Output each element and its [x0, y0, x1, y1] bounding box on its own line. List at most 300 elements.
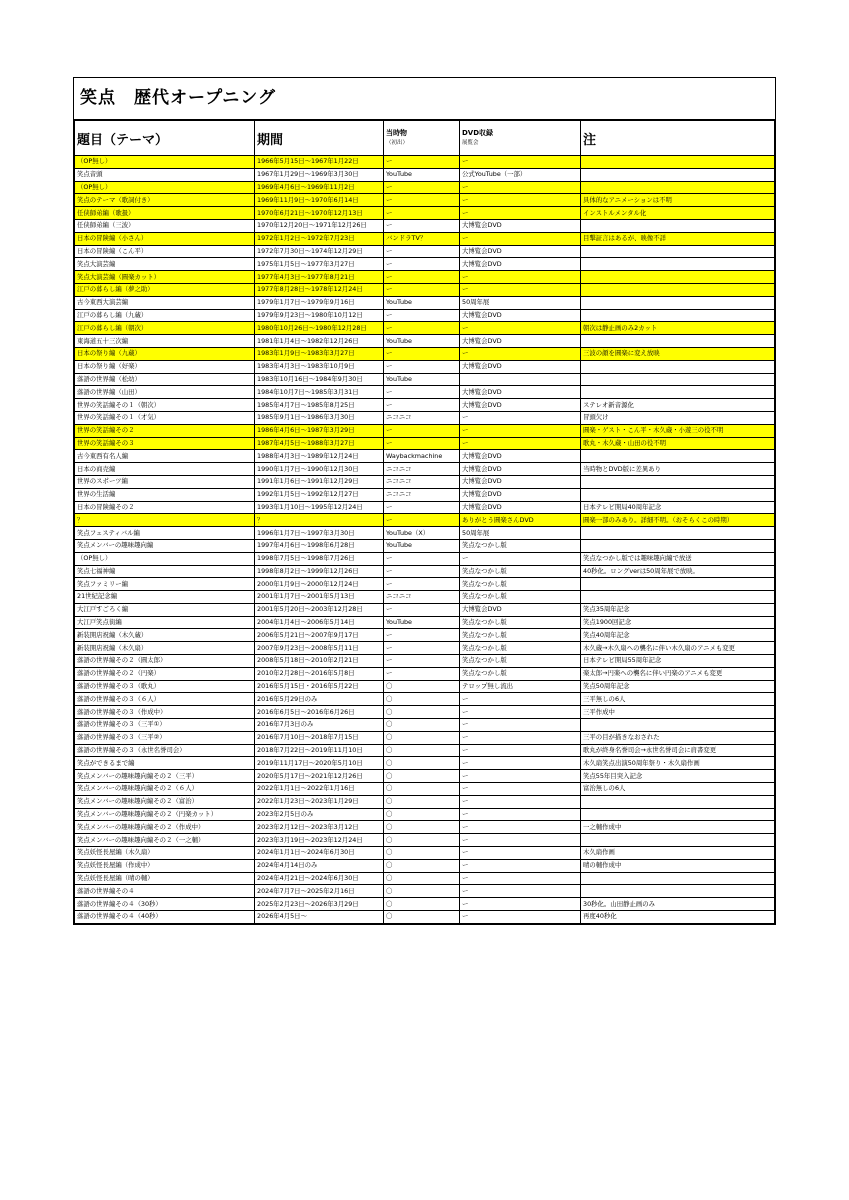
cell-dvd: ー: [460, 271, 581, 284]
table-row: [75, 808, 775, 821]
table-row: [75, 616, 775, 629]
cell-broadcast: Waybackmachine: [384, 450, 460, 463]
cell-dvd: ー: [460, 207, 581, 220]
cell-theme: 古今東西大演芸編: [75, 296, 255, 309]
cell-theme: 日本の商売編: [75, 463, 255, 476]
cell-broadcast: ー: [384, 194, 460, 207]
cell-broadcast: ニコニコ: [384, 463, 460, 476]
cell-broadcast: 〇: [384, 706, 460, 719]
cell-theme: 新装開店祝編（木久蔵）: [75, 629, 255, 642]
table-row: [75, 168, 775, 181]
cell-period: 1998年8月2日～1999年12月26日: [255, 565, 384, 578]
cell-period: 2001年1月7日～2001年5月13日: [255, 591, 384, 604]
cell-dvd: 50周年展: [460, 296, 581, 309]
cell-theme: 笑点メンバーの趣味趣向編その２（６人）: [75, 783, 255, 796]
cell-note: 一之輔作成中: [581, 821, 775, 834]
table-row: [75, 859, 775, 872]
table-row: [75, 322, 775, 335]
cell-note: 歌丸が終身名誉司会→永世名誉司会に肩書変更: [581, 744, 775, 757]
cell-theme: 任侠師弟編（歌扱）: [75, 207, 255, 220]
page-title: 笑点 歴代オープニング: [74, 78, 775, 120]
cell-theme: （OP無し）: [75, 156, 255, 169]
table-row: [75, 271, 775, 284]
table-row: [75, 565, 775, 578]
cell-dvd: ー: [460, 181, 581, 194]
cell-period: 2024年4月21日～2024年6月30日: [255, 872, 384, 885]
table-row: [75, 757, 775, 770]
cell-dvd: ー: [460, 808, 581, 821]
cell-theme: 日本の祭り編（好楽）: [75, 360, 255, 373]
cell-note: [581, 527, 775, 540]
cell-theme: 世界の笑話編その２: [75, 424, 255, 437]
cell-period: 2016年5月15日・2016年5月22日: [255, 680, 384, 693]
table-row: [75, 847, 775, 860]
cell-note: 笑点35周年記念: [581, 603, 775, 616]
cell-theme: 笑点妖怪長屋編（木久扇）: [75, 847, 255, 860]
table-row: [75, 501, 775, 514]
table-row: [75, 834, 775, 847]
cell-broadcast: ー: [384, 207, 460, 220]
cell-period: 2000年1月9日～2000年12月24日: [255, 578, 384, 591]
cell-note: 圓楽一部のみあり。詳細不明。（おそらくこの時期）: [581, 514, 775, 527]
cell-note: [581, 271, 775, 284]
cell-theme: 笑点ファミリー編: [75, 578, 255, 591]
table-row: [75, 219, 775, 232]
cell-note: 具体的なアニメーションは不明: [581, 194, 775, 207]
header-theme: 題目（テーマ）: [75, 121, 255, 156]
header-dvd-label: DVD収録: [462, 129, 494, 137]
cell-broadcast: ー: [384, 245, 460, 258]
cell-period: 2016年5月29日のみ: [255, 693, 384, 706]
cell-note: [581, 360, 775, 373]
table-row: [75, 885, 775, 898]
cell-period: ？: [255, 514, 384, 527]
table-row: [75, 386, 775, 399]
cell-broadcast: 〇: [384, 757, 460, 770]
cell-broadcast: ー: [384, 156, 460, 169]
cell-dvd: ー: [460, 719, 581, 732]
table-row: [75, 373, 775, 386]
cell-theme: ？: [75, 514, 255, 527]
table-row: [75, 488, 775, 501]
cell-period: 2024年4月14日のみ: [255, 859, 384, 872]
cell-note: [581, 386, 775, 399]
cell-theme: 笑点メンバーの趣味趣向編その２（三平）: [75, 770, 255, 783]
cell-dvd: ー: [460, 821, 581, 834]
cell-dvd: 大博覧会DVD: [460, 399, 581, 412]
cell-note: [581, 475, 775, 488]
cell-theme: 大江戸すごろく編: [75, 603, 255, 616]
table-row: [75, 411, 775, 424]
cell-period: 2023年3月19日～2023年12月24日: [255, 834, 384, 847]
cell-note: [581, 450, 775, 463]
cell-theme: 落語の世界編その４: [75, 885, 255, 898]
cell-dvd: ー: [460, 437, 581, 450]
cell-dvd: 笑点なつかし版: [460, 667, 581, 680]
cell-note: [581, 834, 775, 847]
table-row: [75, 399, 775, 412]
cell-period: 1986年4月6日～1987年3月29日: [255, 424, 384, 437]
table-row: [75, 629, 775, 642]
cell-dvd: 笑点なつかし版: [460, 616, 581, 629]
cell-dvd: 大博覧会DVD: [460, 501, 581, 514]
cell-period: 1983年1月9日～1983年3月27日: [255, 347, 384, 360]
cell-broadcast: 〇: [384, 847, 460, 860]
cell-dvd: 笑点なつかし版: [460, 642, 581, 655]
cell-period: 2018年7月22日～2019年11月10日: [255, 744, 384, 757]
cell-broadcast: YouTube: [384, 616, 460, 629]
table-header-row: [75, 121, 775, 156]
opening-table: [74, 120, 775, 924]
cell-period: 1972年7月30日～1974年12月29日: [255, 245, 384, 258]
table-row: [75, 424, 775, 437]
cell-dvd: ー: [460, 757, 581, 770]
cell-broadcast: ー: [384, 603, 460, 616]
cell-period: 1979年1月7日～1979年9月16日: [255, 296, 384, 309]
cell-theme: 笑点メンバーの趣味趣向編その２（一之輔）: [75, 834, 255, 847]
table-row: [75, 232, 775, 245]
table-row: [75, 795, 775, 808]
table-row: [75, 527, 775, 540]
cell-dvd: 笑点なつかし版: [460, 578, 581, 591]
cell-dvd: 大博覧会DVD: [460, 360, 581, 373]
cell-note: [581, 488, 775, 501]
cell-period: 2020年5月17日～2021年12月26日: [255, 770, 384, 783]
table-row: [75, 450, 775, 463]
table-row: [75, 719, 775, 732]
cell-period: 2022年1月1日～2022年1月16日: [255, 783, 384, 796]
cell-theme: 笑点メンバーの趣味趣向編その２（円楽カット）: [75, 808, 255, 821]
cell-period: 2016年7月10日～2018年7月15日: [255, 731, 384, 744]
table-row: [75, 309, 775, 322]
table-row: [75, 667, 775, 680]
cell-period: 1993年1月10日～1995年12月24日: [255, 501, 384, 514]
cell-broadcast: 〇: [384, 680, 460, 693]
cell-broadcast: ー: [384, 578, 460, 591]
cell-dvd: ー: [460, 283, 581, 296]
cell-note: 朝次は静止画のみ2カット: [581, 322, 775, 335]
cell-broadcast: ー: [384, 360, 460, 373]
cell-note: 40秒化。ロングverは50周年展で放映。: [581, 565, 775, 578]
cell-broadcast: ー: [384, 271, 460, 284]
cell-broadcast: 〇: [384, 859, 460, 872]
cell-dvd: 大博覧会DVD: [460, 309, 581, 322]
cell-broadcast: ー: [384, 283, 460, 296]
cell-note: 晴の輔作成中: [581, 859, 775, 872]
cell-broadcast: 〇: [384, 872, 460, 885]
cell-theme: 21世紀記念編: [75, 591, 255, 604]
cell-dvd: 大博覧会DVD: [460, 450, 581, 463]
cell-period: 1969年4月6日～1969年11月2日: [255, 181, 384, 194]
cell-dvd: ー: [460, 411, 581, 424]
cell-theme: 古今東西有名人編: [75, 450, 255, 463]
cell-dvd: ー: [460, 194, 581, 207]
cell-note: [581, 245, 775, 258]
cell-theme: 世界の生活編: [75, 488, 255, 501]
cell-note: [581, 808, 775, 821]
cell-dvd: ー: [460, 424, 581, 437]
cell-note: 笑点40周年記念: [581, 629, 775, 642]
cell-theme: 笑点妖怪長屋編（作成中）: [75, 859, 255, 872]
cell-period: 1998年7月5日～1998年7月26日: [255, 552, 384, 565]
cell-broadcast: 〇: [384, 719, 460, 732]
cell-theme: 落語の世界編その３（永世名誉司会）: [75, 744, 255, 757]
cell-broadcast: ー: [384, 629, 460, 642]
cell-note: 笑点なつかし版では趣味趣向編で放送: [581, 552, 775, 565]
table-row: [75, 283, 775, 296]
cell-dvd: [460, 373, 581, 386]
cell-theme: 笑点メンバーの趣味趣向編: [75, 539, 255, 552]
cell-broadcast: 〇: [384, 783, 460, 796]
cell-period: 1967年1月29日～1969年3月30日: [255, 168, 384, 181]
cell-period: 1991年1月6日～1991年12月29日: [255, 475, 384, 488]
cell-period: 1980年10月26日～1980年12月28日: [255, 322, 384, 335]
cell-broadcast: ー: [384, 514, 460, 527]
cell-theme: 落語の世界編その３（歌丸）: [75, 680, 255, 693]
cell-broadcast: 〇: [384, 821, 460, 834]
cell-theme: （OP無し）: [75, 181, 255, 194]
cell-period: 1985年4月7日～1985年8月25日: [255, 399, 384, 412]
cell-note: [581, 219, 775, 232]
cell-note: [581, 539, 775, 552]
cell-theme: 世界の笑話編その１（才気）: [75, 411, 255, 424]
cell-broadcast: 〇: [384, 885, 460, 898]
cell-note: 笑点50周年記念: [581, 680, 775, 693]
cell-broadcast: YouTube: [384, 296, 460, 309]
cell-broadcast: ー: [384, 667, 460, 680]
cell-dvd: ありがとう圓楽さんDVD: [460, 514, 581, 527]
header-dvd: [460, 121, 581, 156]
cell-dvd: 笑点なつかし版: [460, 539, 581, 552]
cell-broadcast: YouTube: [384, 373, 460, 386]
header-broadcast-label: 当時物: [386, 129, 407, 137]
cell-dvd: 笑点なつかし版: [460, 655, 581, 668]
cell-broadcast: YouTube: [384, 539, 460, 552]
cell-broadcast: 〇: [384, 911, 460, 924]
cell-note: 木久扇笑点出演50周年祭り・木久扇作画: [581, 757, 775, 770]
cell-note: [581, 283, 775, 296]
cell-note: 日本テレビ開局55周年記念: [581, 655, 775, 668]
cell-theme: 笑点大演芸編（圓楽カット）: [75, 271, 255, 284]
cell-broadcast: ニコニコ: [384, 488, 460, 501]
cell-broadcast: 〇: [384, 731, 460, 744]
table-row: [75, 706, 775, 719]
cell-broadcast: ー: [384, 437, 460, 450]
table-body: [75, 156, 775, 924]
cell-period: 1983年4月3日～1983年10月9日: [255, 360, 384, 373]
table-row: [75, 552, 775, 565]
cell-theme: 落語の世界編（山田）: [75, 386, 255, 399]
cell-dvd: ー: [460, 885, 581, 898]
cell-dvd: 大博覧会DVD: [460, 386, 581, 399]
opening-list-sheet: [73, 77, 776, 925]
cell-period: 2001年5月20日～2003年12月28日: [255, 603, 384, 616]
header-dvd-sub: 展覧会: [462, 140, 479, 146]
cell-note: 笑点1900回記念: [581, 616, 775, 629]
cell-broadcast: 〇: [384, 834, 460, 847]
cell-note: [581, 156, 775, 169]
cell-period: 2023年2月12日～2023年3月12日: [255, 821, 384, 834]
cell-period: 1987年4月5日～1988年3月27日: [255, 437, 384, 450]
cell-dvd: ー: [460, 770, 581, 783]
table-row: [75, 680, 775, 693]
cell-broadcast: ー: [384, 219, 460, 232]
cell-theme: 落語の世界編その３（三平①）: [75, 719, 255, 732]
cell-dvd: 笑点なつかし版: [460, 591, 581, 604]
cell-dvd: テロップ無し流出: [460, 680, 581, 693]
cell-dvd: 笑点なつかし版: [460, 629, 581, 642]
table-row: [75, 744, 775, 757]
cell-dvd: ー: [460, 232, 581, 245]
cell-note: [581, 591, 775, 604]
table-row: [75, 693, 775, 706]
cell-dvd: 大博覧会DVD: [460, 475, 581, 488]
cell-note: 楽太郎→円楽への襲名に伴い円楽のアニメも変更: [581, 667, 775, 680]
cell-dvd: ー: [460, 859, 581, 872]
cell-dvd: ー: [460, 322, 581, 335]
cell-period: 1970年12月20日～1971年12月26日: [255, 219, 384, 232]
table-row: [75, 898, 775, 911]
cell-period: 2004年1月4日～2006年5月14日: [255, 616, 384, 629]
cell-dvd: ー: [460, 693, 581, 706]
cell-period: 2024年7月7日～2025年2月16日: [255, 885, 384, 898]
cell-note: 歌丸・木久蔵・山田の役不明: [581, 437, 775, 450]
cell-note: [581, 578, 775, 591]
cell-broadcast: 〇: [384, 898, 460, 911]
cell-broadcast: ニコニコ: [384, 411, 460, 424]
table-row: [75, 360, 775, 373]
cell-note: [581, 795, 775, 808]
cell-period: 2007年9月23日～2008年5月11日: [255, 642, 384, 655]
cell-dvd: ー: [460, 156, 581, 169]
cell-period: 2010年2月28日～2016年5月8日: [255, 667, 384, 680]
table-row: [75, 731, 775, 744]
cell-dvd: ー: [460, 706, 581, 719]
cell-note: 三平作成中: [581, 706, 775, 719]
cell-note: [581, 872, 775, 885]
cell-broadcast: ー: [384, 347, 460, 360]
cell-theme: 笑点メンバーの趣味趣向編その２（富治）: [75, 795, 255, 808]
table-row: [75, 156, 775, 169]
cell-dvd: ー: [460, 834, 581, 847]
cell-dvd: ー: [460, 847, 581, 860]
cell-period: 2006年5月21日～2007年9月17日: [255, 629, 384, 642]
cell-theme: 世界の笑話編その１（朝次）: [75, 399, 255, 412]
cell-period: 2024年1月1日～2024年6月30日: [255, 847, 384, 860]
cell-dvd: 大博覧会DVD: [460, 258, 581, 271]
cell-theme: 笑点大演芸編: [75, 258, 255, 271]
cell-period: 1972年1月2日～1972年7月23日: [255, 232, 384, 245]
cell-period: 2026年4月5日～: [255, 911, 384, 924]
cell-broadcast: 〇: [384, 744, 460, 757]
table-row: [75, 872, 775, 885]
cell-dvd: 大博覧会DVD: [460, 219, 581, 232]
cell-note: [581, 335, 775, 348]
cell-dvd: 大博覧会DVD: [460, 488, 581, 501]
cell-dvd: 大博覧会DVD: [460, 463, 581, 476]
cell-dvd: 大博覧会DVD: [460, 335, 581, 348]
cell-theme: 大江戸笑点街編: [75, 616, 255, 629]
cell-theme: （OP無し）: [75, 552, 255, 565]
header-period: 期間: [255, 121, 384, 156]
cell-note: 三波の顔を圓楽に変え放映: [581, 347, 775, 360]
cell-theme: 落語の世界編その３（作成中）: [75, 706, 255, 719]
cell-period: 2016年7月3日のみ: [255, 719, 384, 732]
table-row: [75, 181, 775, 194]
table-row: [75, 475, 775, 488]
header-broadcast: [384, 121, 460, 156]
cell-dvd: 大博覧会DVD: [460, 603, 581, 616]
cell-theme: 東海道五十三次編: [75, 335, 255, 348]
table-row: [75, 770, 775, 783]
cell-broadcast: 〇: [384, 795, 460, 808]
cell-theme: 江戸の暮らし編（朝次）: [75, 322, 255, 335]
cell-broadcast: ー: [384, 501, 460, 514]
cell-note: 冒頭欠け: [581, 411, 775, 424]
cell-note: 三平の目が描きなおされた: [581, 731, 775, 744]
cell-theme: 落語の世界編その２（圓太郎）: [75, 655, 255, 668]
cell-period: 2022年1月23日～2023年1月29日: [255, 795, 384, 808]
table-row: [75, 591, 775, 604]
cell-dvd: 公式YouTube（一部）: [460, 168, 581, 181]
cell-period: 1981年1月4日～1982年12月26日: [255, 335, 384, 348]
cell-broadcast: 〇: [384, 693, 460, 706]
cell-note: [581, 373, 775, 386]
table-row: [75, 655, 775, 668]
cell-broadcast: ー: [384, 309, 460, 322]
cell-note: [581, 181, 775, 194]
cell-dvd: ー: [460, 872, 581, 885]
header-broadcast-sub: （初出）: [386, 140, 409, 146]
cell-note: 富治無しの6人: [581, 783, 775, 796]
cell-theme: 笑点フェスティバル編: [75, 527, 255, 540]
table-row: [75, 539, 775, 552]
cell-period: 2019年11月17日～2020年5月10日: [255, 757, 384, 770]
cell-period: 2016年6月5日～2016年6月26日: [255, 706, 384, 719]
cell-theme: 落語の世界編その４（40秒）: [75, 911, 255, 924]
cell-broadcast: ー: [384, 424, 460, 437]
cell-broadcast: ニコニコ: [384, 475, 460, 488]
cell-theme: 落語の世界編その４（30秒）: [75, 898, 255, 911]
cell-period: 1997年4月6日～1998年6月28日: [255, 539, 384, 552]
cell-theme: 笑点メンバーの趣味趣向編その２（作成中）: [75, 821, 255, 834]
cell-note: 圓楽・ゲスト・こん平・木久蔵・小遊三の役不明: [581, 424, 775, 437]
cell-theme: 日本の冒険編（小さん）: [75, 232, 255, 245]
table-row: [75, 194, 775, 207]
cell-note: [581, 309, 775, 322]
cell-broadcast: ー: [384, 655, 460, 668]
cell-period: 1970年6月21日～1970年12月13日: [255, 207, 384, 220]
table-row: [75, 911, 775, 924]
cell-period: 1977年8月28日～1978年12月24日: [255, 283, 384, 296]
cell-dvd: ー: [460, 911, 581, 924]
cell-theme: 世界のスポーツ編: [75, 475, 255, 488]
cell-period: 1985年9月1日～1986年3月30日: [255, 411, 384, 424]
table-row: [75, 642, 775, 655]
cell-theme: 落語の世界編その３（三平②）: [75, 731, 255, 744]
cell-dvd: ー: [460, 552, 581, 565]
cell-theme: 日本の冒険編その２: [75, 501, 255, 514]
cell-theme: 日本の冒険編（こん平）: [75, 245, 255, 258]
cell-note: 木久扇作画: [581, 847, 775, 860]
table-row: [75, 783, 775, 796]
cell-broadcast: 〇: [384, 770, 460, 783]
cell-note: 木久蔵→木久扇への襲名に伴い木久扇のアニメも変更: [581, 642, 775, 655]
table-row: [75, 347, 775, 360]
table-row: [75, 463, 775, 476]
cell-period: 1992年1月5日～1992年12月27日: [255, 488, 384, 501]
cell-dvd: ー: [460, 898, 581, 911]
